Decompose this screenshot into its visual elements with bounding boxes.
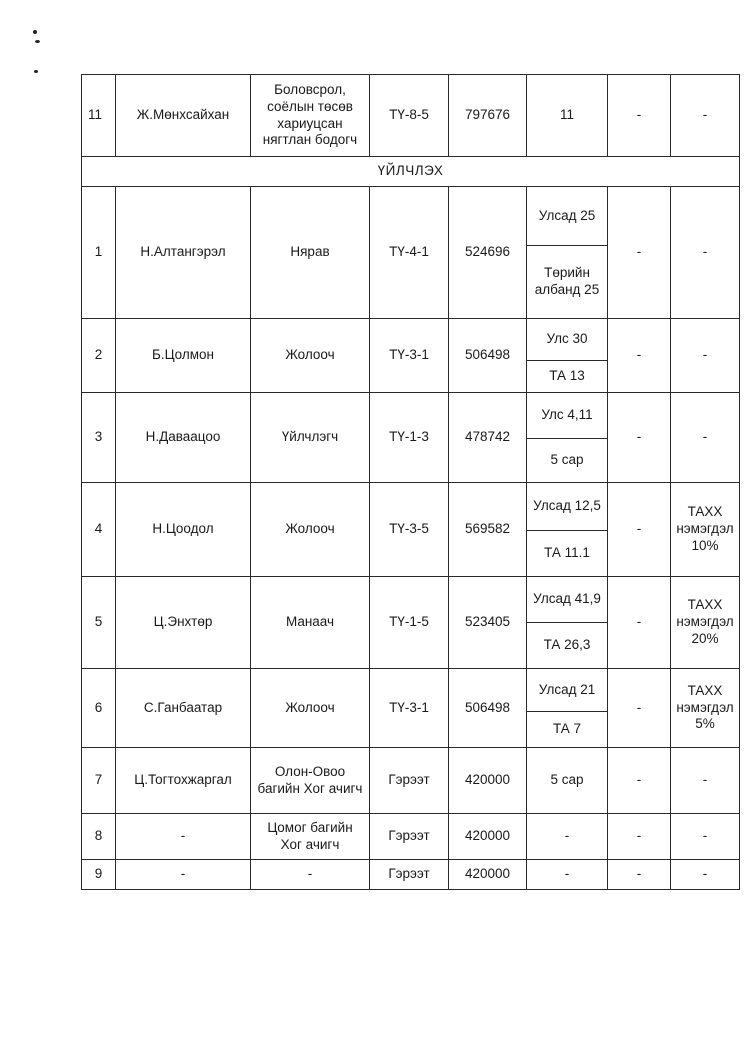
cell-col7: - <box>608 187 671 319</box>
cell-col7: - <box>608 483 671 577</box>
cell-col8: - <box>671 860 740 890</box>
cell-grade: ТҮ-3-1 <box>370 669 449 748</box>
cell-col7: - <box>608 669 671 748</box>
cell-name: - <box>116 860 251 890</box>
cell-grade: ТҮ-1-5 <box>370 577 449 669</box>
cell-tenure-detail: ТА 7 <box>527 712 608 748</box>
cell-col8: - <box>671 75 740 157</box>
cell-position: Боловсрол, соёлын төсөв хариуцсан нягтлан бодогч <box>251 75 370 157</box>
cell-salary: 478742 <box>449 393 527 483</box>
cell-salary: 420000 <box>449 860 527 890</box>
cell-tenure-total: Улсад 21 <box>527 669 608 712</box>
cell-salary: 506498 <box>449 669 527 748</box>
cell-tenure-total: Улсад 25 <box>527 187 608 246</box>
cell-col8: - <box>671 748 740 814</box>
cell-name: Н.Алтангэрэл <box>116 187 251 319</box>
table-row <box>82 748 740 814</box>
cell-num: 7 <box>82 748 116 814</box>
cell-salary: 420000 <box>449 814 527 860</box>
cell-num: 3 <box>82 393 116 483</box>
cell-name: Ц.Тогтохжаргал <box>116 748 251 814</box>
cell-tenure-detail: ТА 11.1 <box>527 531 608 577</box>
cell-tenure-total: Улс 4,11 <box>527 393 608 439</box>
cell-tenure-total: Улсад 41,9 <box>527 577 608 623</box>
cell-salary: 569582 <box>449 483 527 577</box>
cell-col7: - <box>608 393 671 483</box>
table-row <box>82 393 740 439</box>
cell-num: 11 <box>82 75 116 157</box>
cell-tenure-total: Улсад 12,5 <box>527 483 608 531</box>
cell-grade: Гэрээт <box>370 860 449 890</box>
cell-tenure: - <box>527 860 608 890</box>
cell-num: 9 <box>82 860 116 890</box>
table-row <box>82 75 740 157</box>
cell-col7: - <box>608 860 671 890</box>
cell-col7: - <box>608 319 671 393</box>
section-header-row <box>82 157 740 187</box>
cell-position: Жолооч <box>251 319 370 393</box>
table-row <box>82 577 740 623</box>
cell-position: Үйлчлэгч <box>251 393 370 483</box>
table-row <box>82 669 740 712</box>
cell-grade: ТҮ-8-5 <box>370 75 449 157</box>
cell-position: Манаач <box>251 577 370 669</box>
cell-tenure-detail: Төрийн албанд 25 <box>527 246 608 319</box>
cell-col7: - <box>608 75 671 157</box>
table-row <box>82 483 740 531</box>
cell-tenure-total: Улс 30 <box>527 319 608 361</box>
cell-name: Ж.Мөнхсайхан <box>116 75 251 157</box>
cell-tenure-detail: ТА 13 <box>527 361 608 393</box>
cell-salary: 506498 <box>449 319 527 393</box>
cell-num: 4 <box>82 483 116 577</box>
cell-tenure-detail: 5 сар <box>527 439 608 483</box>
cell-name: - <box>116 814 251 860</box>
cell-num: 8 <box>82 814 116 860</box>
cell-tenure: 11 <box>527 75 608 157</box>
cell-salary: 797676 <box>449 75 527 157</box>
cell-name: Б.Цолмон <box>116 319 251 393</box>
scan-speck <box>33 30 37 34</box>
cell-col8: - <box>671 187 740 319</box>
cell-col8: ТАХХ нэмэгдэл 20% <box>671 577 740 669</box>
cell-grade: ТҮ-4-1 <box>370 187 449 319</box>
cell-name: Ц.Энхтөр <box>116 577 251 669</box>
scan-speck <box>35 40 40 43</box>
cell-salary: 420000 <box>449 748 527 814</box>
cell-num: 6 <box>82 669 116 748</box>
cell-name: Н.Даваацоо <box>116 393 251 483</box>
cell-num: 5 <box>82 577 116 669</box>
cell-name: С.Ганбаатар <box>116 669 251 748</box>
cell-grade: Гэрээт <box>370 748 449 814</box>
staff-table <box>81 74 740 890</box>
cell-tenure-detail: ТА 26,3 <box>527 623 608 669</box>
cell-grade: ТҮ-1-3 <box>370 393 449 483</box>
cell-position: Олон-Овоо багийн Хог ачигч <box>251 748 370 814</box>
cell-col8: ТАХХ нэмэгдэл 10% <box>671 483 740 577</box>
cell-tenure: - <box>527 814 608 860</box>
cell-salary: 523405 <box>449 577 527 669</box>
scan-speck <box>34 70 38 73</box>
cell-col7: - <box>608 577 671 669</box>
cell-grade: Гэрээт <box>370 814 449 860</box>
cell-position: - <box>251 860 370 890</box>
table-row <box>82 860 740 890</box>
table-row <box>82 814 740 860</box>
table-row <box>82 319 740 361</box>
cell-grade: ТҮ-3-5 <box>370 483 449 577</box>
cell-col8: - <box>671 393 740 483</box>
cell-col8: ТАХХ нэмэгдэл 5% <box>671 669 740 748</box>
cell-num: 2 <box>82 319 116 393</box>
cell-col8: - <box>671 319 740 393</box>
table-row <box>82 187 740 246</box>
section-title: ҮЙЛЧЛЭХ <box>82 157 740 187</box>
cell-position: Цомог багийн Хог ачигч <box>251 814 370 860</box>
cell-num: 1 <box>82 187 116 319</box>
cell-position: Жолооч <box>251 483 370 577</box>
cell-name: Н.Цоодол <box>116 483 251 577</box>
cell-col7: - <box>608 814 671 860</box>
cell-col7: - <box>608 748 671 814</box>
cell-position: Жолооч <box>251 669 370 748</box>
cell-tenure: 5 сар <box>527 748 608 814</box>
cell-position: Нярав <box>251 187 370 319</box>
cell-col8: - <box>671 814 740 860</box>
cell-grade: ТҮ-3-1 <box>370 319 449 393</box>
cell-salary: 524696 <box>449 187 527 319</box>
